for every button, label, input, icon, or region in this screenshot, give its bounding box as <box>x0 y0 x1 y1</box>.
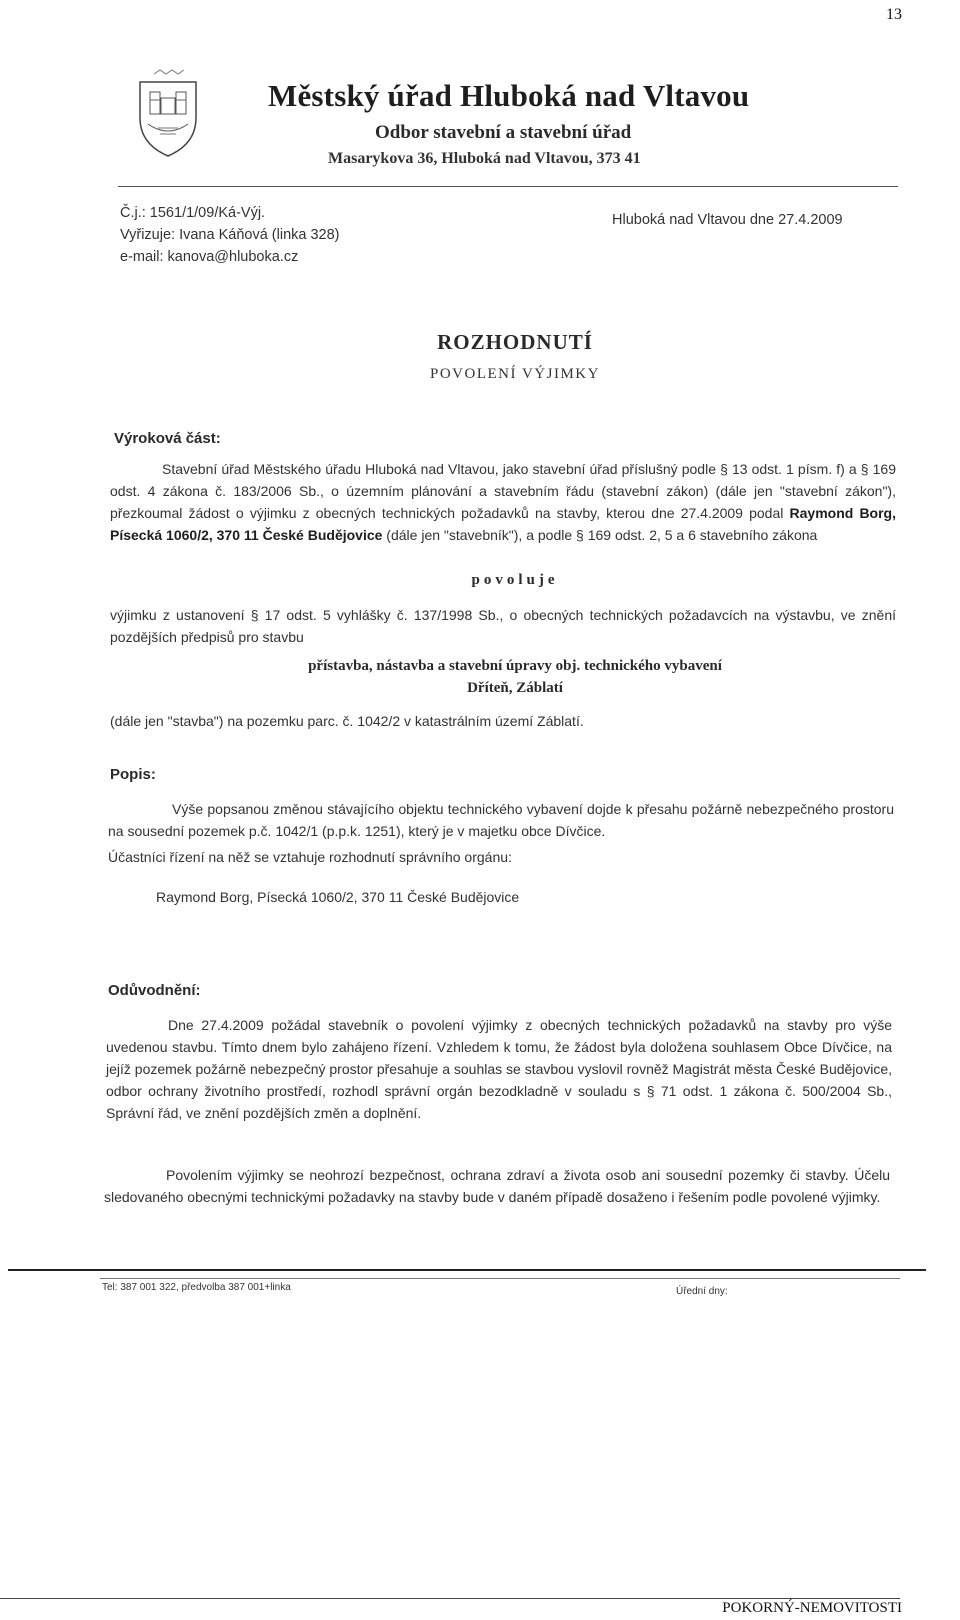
office-hours: Úřední dny: <box>676 1286 728 1297</box>
email: e-mail: kanova@hluboka.cz <box>120 249 299 265</box>
scan-footer-divider <box>100 1278 900 1279</box>
office-name: Městský úřad Hluboká nad Vltavou <box>268 78 750 113</box>
place-date: Hluboká nad Vltavou dne 27.4.2009 <box>612 212 843 228</box>
justification-paragraph-2: Povolením výjimky se neohrozí bezpečnost, ochrana zdraví a života osob ani sousední pozemky či stavby. Účelu sledovaného obecnými technickými požadavky na stavby bude v daném případě dosaženo i řešením podle povolené výjimky. <box>104 1167 890 1205</box>
parcel-text: (dále jen "stavba") na pozemku parc. č. 1042/2 v katastrálním území Záblatí. <box>110 713 584 729</box>
footer-label: POKORNÝ-NEMOVITOSTI <box>722 1600 902 1616</box>
description-text: Výše popsanou změnou stávajícího objektu technického vybavení dojde k přesahu požárně nebezpečného prostoru na sousední pozemek p.č. 1042/1 (p.p.k. 1251), který je v majetku obce Dívčice. <box>108 801 894 839</box>
verdict-heading: Výroková část: <box>114 430 221 447</box>
document-subtitle: POVOLENÍ VÝJIMKY <box>430 366 600 382</box>
verdict-intro <box>110 458 896 546</box>
building-name: přístavba, nástavba a stavební úpravy obj. technického vybavení <box>308 658 722 674</box>
footer-divider <box>0 1598 900 1599</box>
handler: Vyřizuje: Ivana Káňová (linka 328) <box>120 227 340 243</box>
page-number: 13 <box>886 6 902 23</box>
exception-text: výjimku z ustanovení § 17 odst. 5 vyhlášky č. 137/1998 Sb., o obecných technických požadavcích na výstavbu, ve znění pozdějších předpisů pro stavbu <box>110 607 896 645</box>
scanned-letter <box>100 60 930 1305</box>
justification-heading: Odůvodnění: <box>108 982 201 999</box>
department-name: Odbor stavební a stavební úřad <box>375 122 632 143</box>
decision-word: povoluje <box>471 572 559 588</box>
reference-block <box>120 202 340 268</box>
municipal-crest-icon <box>130 68 206 160</box>
verdict-intro-text: Stavební úřad Městského úřadu Hluboká nad Vltavou, jako stavební úřad příslušný podle § 13 odst. 1 písm. f) a § 169 odst. 4 zákona č. 183/2006 Sb., o územním plánování a stavebním řádu (stavební zákon) (dále jen "stavební zákon"), přezkoumal žádost o výjimku z obecných technických požadavků na stavby, kterou dne 27.4.2009 podal <box>110 461 896 521</box>
document-title: ROZHODNUTÍ <box>437 330 593 354</box>
participant: Raymond Borg, Písecká 1060/2, 370 11 České Budějovice <box>156 889 520 905</box>
letterhead-divider <box>118 186 898 187</box>
verdict-intro-end: (dále jen "stavebník"), a podle § 169 odst. 2, 5 a 6 stavebního zákona <box>382 527 818 543</box>
reference-number: Č.j.: 1561/1/09/Ká-Výj. <box>120 205 266 221</box>
applicant: Raymond Borg, Písecká 1060/2, 370 11 České Budějovice <box>110 505 896 543</box>
participants-label: Účastníci řízení na něž se vztahuje rozhodnutí správního orgánu: <box>108 849 512 865</box>
scan-bottom-border <box>8 1269 926 1271</box>
description-heading: Popis: <box>110 766 156 783</box>
building-location: Dříteň, Záblatí <box>467 680 563 696</box>
justification-paragraph-1: Dne 27.4.2009 požádal stavebník o povolení výjimky z obecných technických požadavků na stavby pro výše uvedenou stavbu. Tímto dnem bylo zahájeno řízení. Vzhledem k tomu, že žádost byla doložena souhlasem Obce Dívčice, na jejíž pozemek požárně nebezpečný prostor přesahuje a souhlas se stavbou vyslovil rovněž Magistrát města České Budějovice, odbor ochrany životního prostředí, rozhodl správní orgán bezodkladně v souladu s § 71 odst. 1 zákona č. 500/2004 Sb., Správní řád, ve znění pozdějších změn a doplnění. <box>106 1017 892 1121</box>
phone-info: Tel: 387 001 322, předvolba 387 001+linka <box>102 1282 291 1293</box>
office-address: Masarykova 36, Hluboká nad Vltavou, 373 41 <box>328 150 641 167</box>
